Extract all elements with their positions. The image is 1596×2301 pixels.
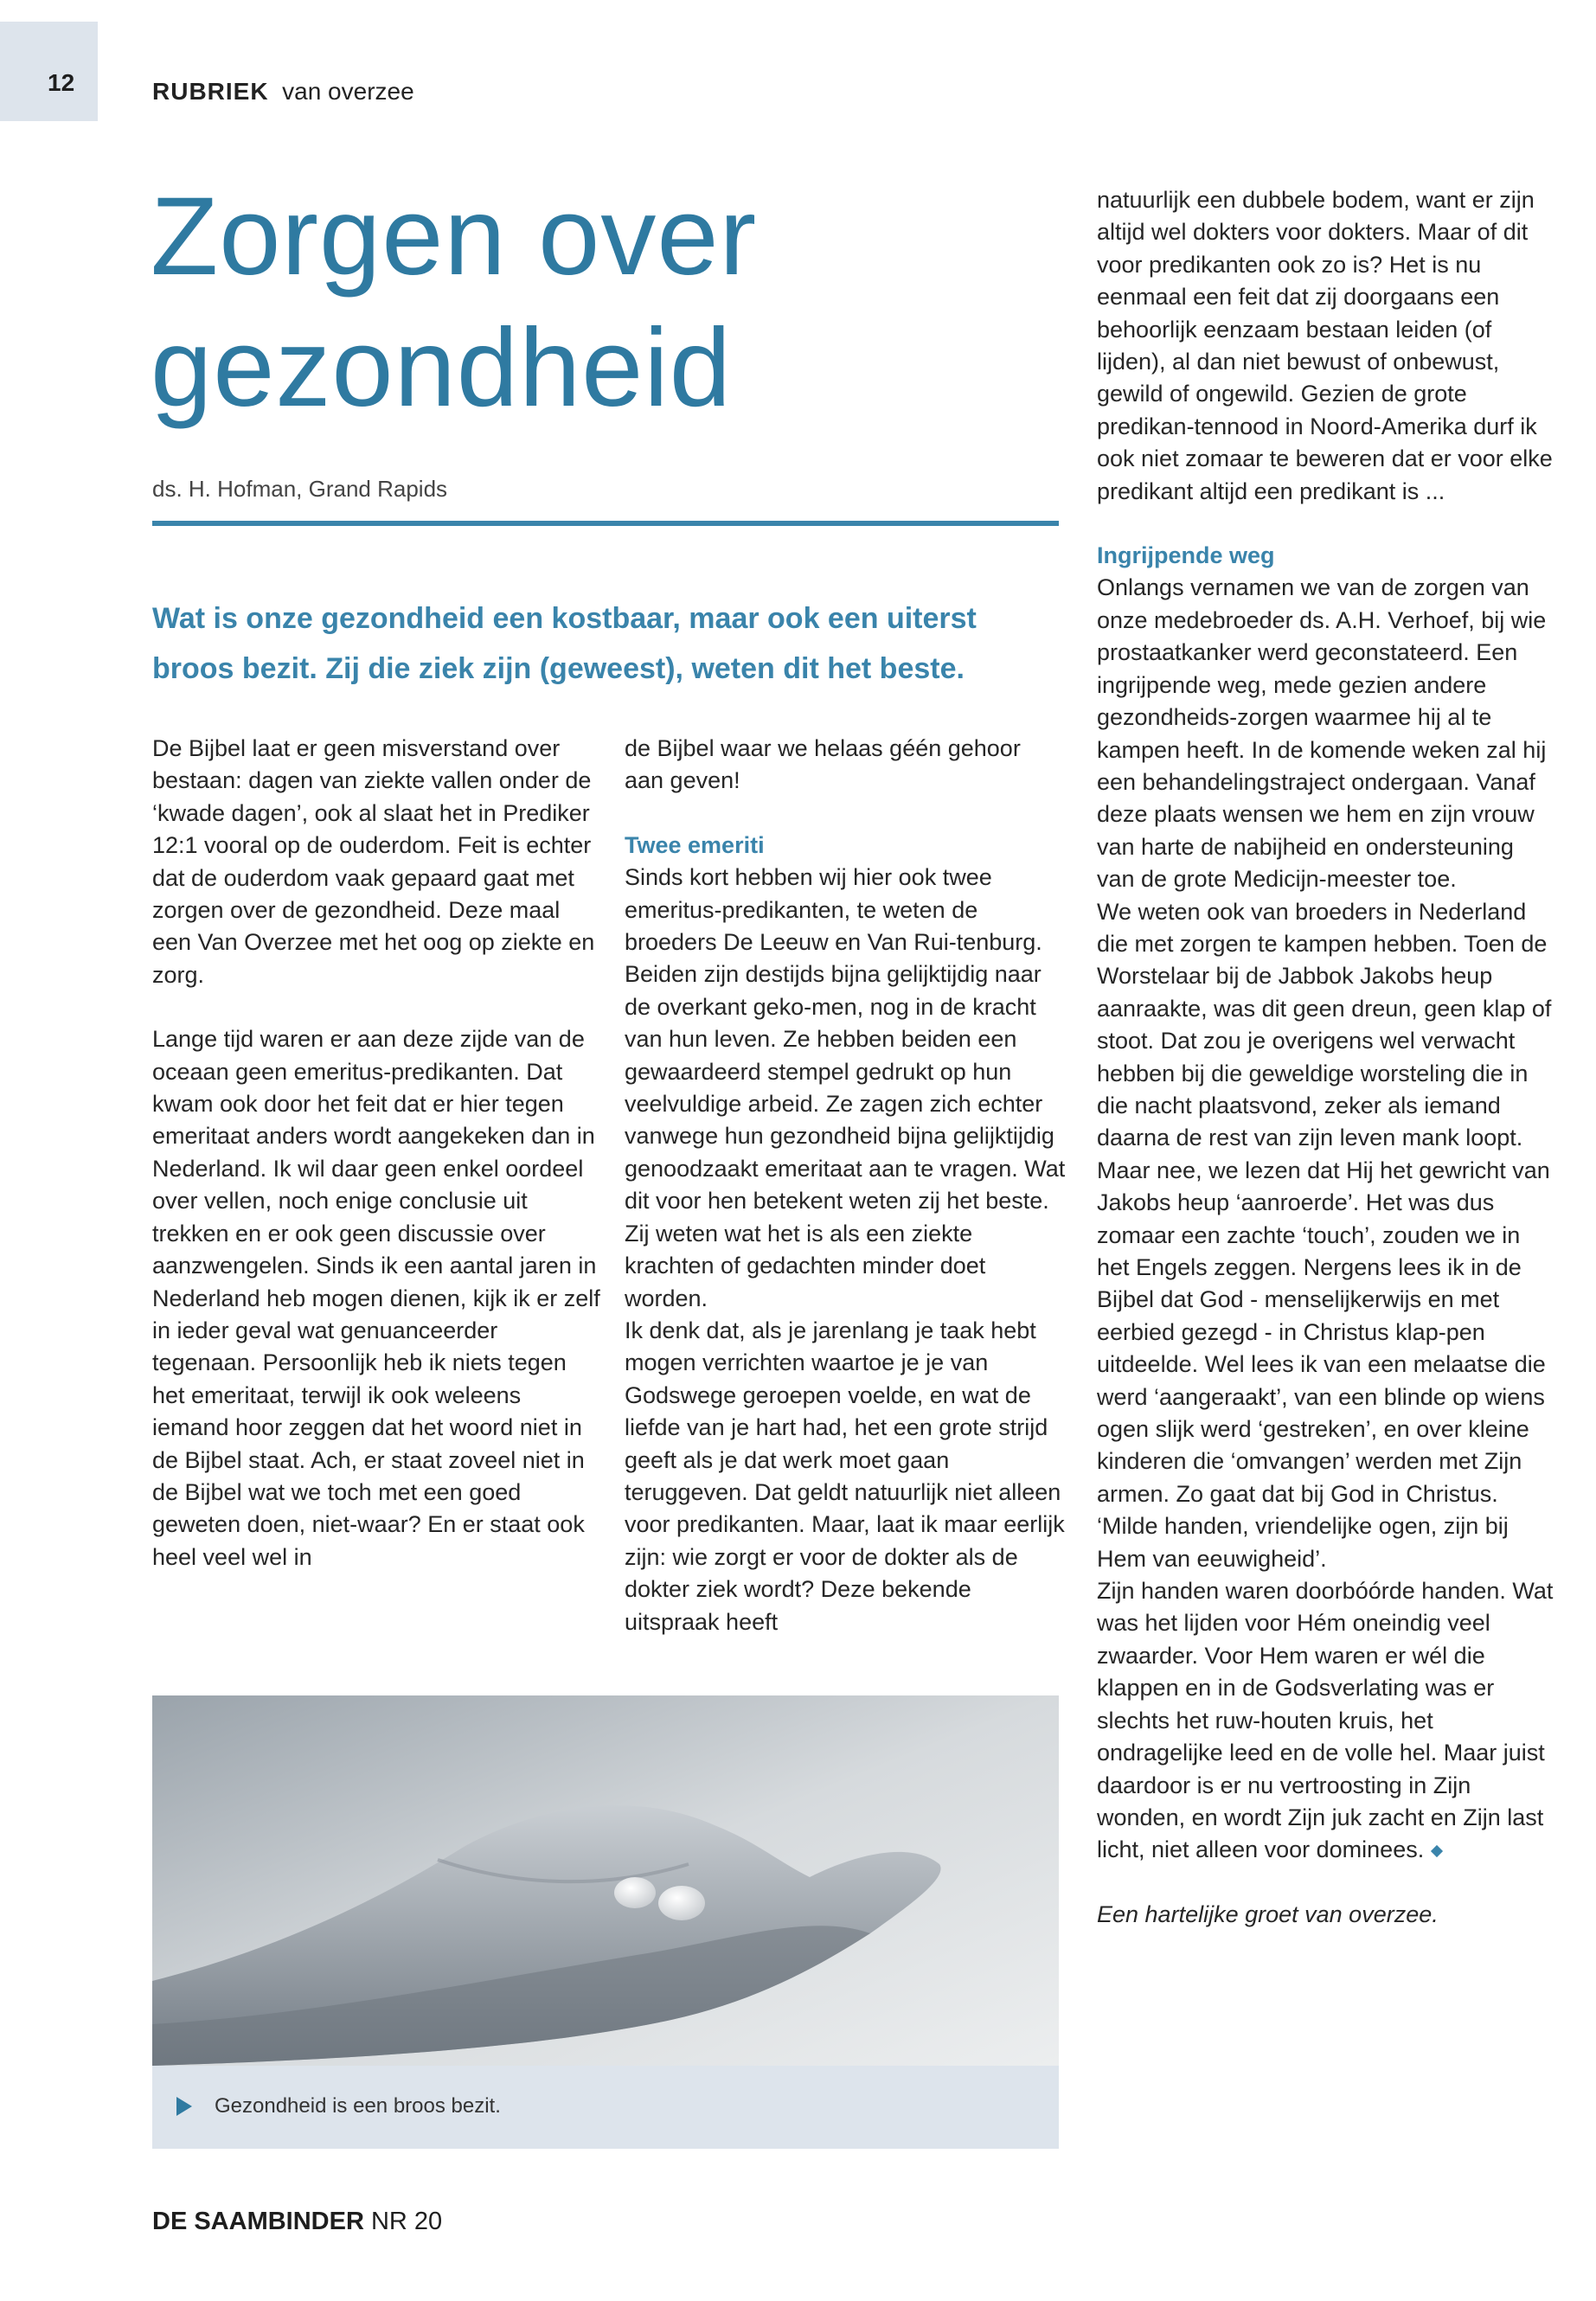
lead-paragraph: Wat is onze gezondheid een kostbaar, maar ook een uiterst broos bezit. Zij die ziek zijn (geweest), weten dit het beste.: [152, 602, 977, 685]
photo-caption: Gezondheid is een broos bezit.: [215, 2094, 501, 2118]
body-paragraph: Onlangs vernamen we van de zorgen van onze medebroeder ds. A.H. Verhoef, bij wie prostaatkanker werd geconstateerd. Een ingrijpende weg, mede gezien andere gezondheids-zorgen waarmee hij al te kampen heeft. In de komende weken zal hij een behandelingstraject ondergaan. Vanaf deze plaats wensen we hem en zijn vrouw van harte de nabijheid en ondersteuning van de grote Medicijn-meester toe.: [1097, 574, 1547, 893]
hand-with-pills-illustration: [152, 1695, 1059, 2066]
byline: ds. H. Hofman, Grand Rapids: [152, 476, 448, 502]
end-mark-icon: [1431, 1845, 1443, 1857]
subheading-twee-emeriti: Twee emeriti: [625, 831, 765, 858]
body-paragraph: natuurlijk een dubbele bodem, want er zijn altijd wel dokters voor dokters. Maar of dit voor predikanten ook zo is? Het is nu eenmaal een feit dat zij doorgaans een behoorlijk eenzaam bestaan leiden (of lijden), al dan niet bewust of onbewust, gewild of ongewild. Gezien de grote predikan-tennood in Noord-Amerika durf ik ook niet zomaar te beweren dat er voor elke predikant altijd een predikant is ...: [1097, 187, 1553, 504]
body-paragraph: Sinds kort hebben wij hier ook twee emeritus-predikanten, te weten de broeders De Leeuw en Van Rui-tenburg. Beiden zijn destijds bijna gelijktijdig naar de overkant geko-men, nog in de kracht van hun leven. Ze hebben beiden een gewaardeerd stempel gedrukt op hun veelvuldige arbeid. Ze zagen zich echter vanwege hun gezondheid bijna gelijktijdig genoodzaakt emeritaat aan te vragen. Wat dit voor hen betekent weten zij het beste. Zij weten wat het is als een ziekte krachten of gedachten minder doet worden.: [625, 864, 1066, 1311]
signoff: Een hartelijke groet van overzee.: [1097, 1900, 1439, 1927]
body-paragraph: We weten ook van broeders in Nederland die met zorgen te kampen hebben. Toen de Worstelaar bij de Jabbok Jakobs heup aanraakte, was dit geen dreun, geen klap of stoot. Dat zou je overigens wel verwacht hebben bij die geweldige worsteling die in die nacht plaatsvond, zeker als iemand daarna de rest van zijn leven mank loopt. Maar nee, we lezen dat Hij het gewricht van Jakobs heup ‘aanroerde’. Het was dus zomaar een zachte ‘touch’, zouden we in het Engels zeggen. Nergens lees ik in de Bijbel dat God - menselijkerwijs en met eerbied gezegd - in Christus klap-pen uitdeelde. Wel lees ik van een melaatse die werd ‘aangeraakt’, van een blinde op wiens ogen slijk werd ‘gestreken’, en over kleine kinderen die ‘omvangen’ werden met Zijn armen. Zo gaat dat bij God in Christus. ‘Milde handen, vriendelijke ogen, zijn bij Hem van eeuwigheid’.: [1097, 898, 1552, 1572]
column-2: [625, 733, 1066, 1638]
magazine-name: DE SAAMBINDER: [152, 2208, 364, 2235]
article-photo: [152, 1695, 1059, 2066]
article-title: [151, 171, 757, 434]
page-footer: [152, 2208, 442, 2236]
pill-icon: [658, 1886, 705, 1920]
body-paragraph: de Bijbel waar we helaas géén gehoor aan geven!: [625, 735, 1021, 794]
section-name: van overzee: [282, 78, 414, 105]
body-paragraph: Lange tijd waren er aan deze zijde van de oceaan geen emeritus-predikanten. Dat kwam ook door het feit dat er hier tegen emeritaat anders wordt aangekeken dan in Nederland. Ik wil daar geen enkel oordeel over vellen, noch enige conclusie uit trekken en er ook geen discussie over aanzwengelen. Sinds ik een aantal jaren in Nederland heb mogen dienen, kijk ik er zelf in ieder geval wat genuanceerder tegenaan. Persoonlijk heb ik niets tegen het emeritaat, terwijl ik ook weleens iemand hoor zeggen dat het woord niet in de Bijbel staat. Ach, er staat zoveel niet in de Bijbel wat we toch met een goed geweten doen, niet-waar? En er staat ook heel veel wel in: [152, 1026, 600, 1570]
photo-caption-bar: [152, 2066, 1059, 2149]
pill-icon: [614, 1877, 656, 1908]
title-line-2: gezondheid: [151, 306, 732, 430]
closing-text: Zijn handen waren doorbóórde handen. Wat was het lijden voor Hém oneindig veel zwaarder. Voor Hem waren er wél die klappen en in de Godsverlating was er slechts het ruw-houten kruis, het ondragelijke leed en de volle hel. Maar juist daardoor is er nu vertroosting in Zijn wonden, en wordt Zijn juk zacht en Zijn last licht, niet alleen voor dominees.: [1097, 1578, 1554, 1863]
section-label: RUBRIEK: [152, 78, 269, 105]
caption-arrow-icon: [176, 2097, 192, 2116]
title-line-1: Zorgen over: [151, 175, 758, 298]
title-divider: [152, 521, 1059, 526]
subheading-ingrijpende-weg: Ingrijpende weg: [1097, 542, 1275, 569]
column-3: [1097, 184, 1555, 1931]
issue-number: NR 20: [370, 2208, 443, 2235]
page-number: 12: [48, 69, 75, 96]
body-paragraph-last: [1097, 1575, 1555, 1867]
section-header: [152, 78, 414, 106]
body-paragraph: Ik denk dat, als je jarenlang je taak hebt mogen verrichten waartoe je je van Godswege geroepen voelde, en wat de liefde van je hart had, het een grote strijd geeft als je dat werk moet gaan teruggeven. Dat geldt natuurlijk niet alleen voor predikanten. Maar, laat ik maar eerlijk zijn: wie zorgt er voor de dokter als de dokter ziek wordt? Deze bekende uitspraak heeft: [625, 1317, 1065, 1635]
column-1: [152, 733, 602, 1574]
body-paragraph: De Bijbel laat er geen misverstand over bestaan: dagen van ziekte vallen onder de ‘kwade dagen’, ook al slaat het in Prediker 12:1 vooral op de ouderdom. Feit is echter dat de ouderdom vaak gepaard gaat met zorgen over de gezondheid. Deze maal een Van Overzee met het oog op ziekte en zorg.: [152, 735, 595, 988]
